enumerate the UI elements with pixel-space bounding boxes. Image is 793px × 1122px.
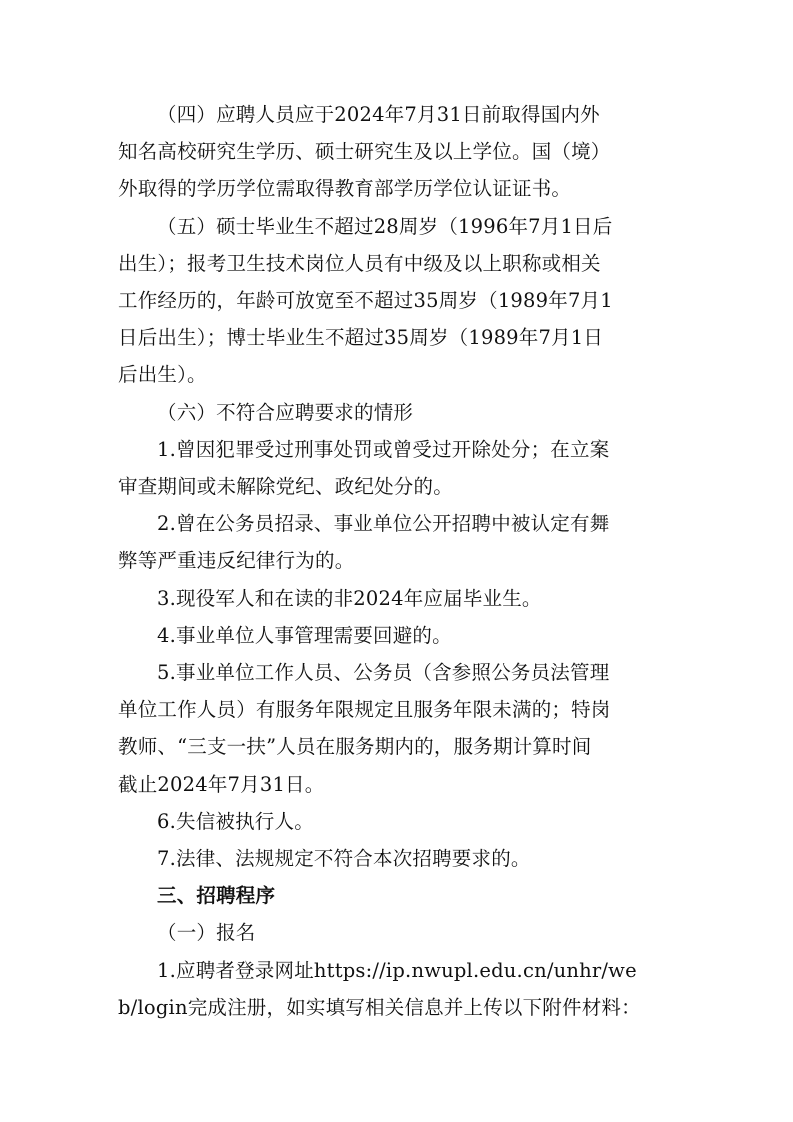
text-line: b/login完成注册，如实填写相关信息并上传以下附件材料： <box>118 995 641 1019</box>
text-line: 审查期间或未解除党纪、政纪处分的。 <box>118 475 453 499</box>
text-line: 2.曾在公务员招录、事业单位公开招聘中被认定有舞 <box>157 512 610 536</box>
paragraph <box>118 952 674 1026</box>
paragraph <box>118 654 674 803</box>
text-line: 知名高校研究生学历、硕士研究生及以上学位。国（境） <box>118 140 611 164</box>
paragraph <box>118 914 674 951</box>
text-line: （五）硕士毕业生不超过28周岁（1996年7月1日后 <box>157 214 613 238</box>
text-line: 弊等严重违反纪律行为的。 <box>118 549 355 573</box>
text-line: 3.现役军人和在读的非2024年应届毕业生。 <box>157 586 542 610</box>
text-line: 6.失信被执行人。 <box>157 809 314 833</box>
paragraph <box>118 208 674 394</box>
paragraph <box>118 96 674 208</box>
text-line: 日后出生）；博士毕业生不超过35周岁（1989年7月1日 <box>118 326 604 350</box>
text-line: （一）报名 <box>157 921 256 945</box>
text-line: 4.事业单位人事管理需要回避的。 <box>157 623 452 647</box>
text-line: （六）不符合应聘要求的情形 <box>157 400 414 424</box>
paragraph <box>118 803 674 840</box>
text-line: 7.法律、法规规定不符合本次招聘要求的。 <box>157 847 531 871</box>
text-line: 三、招聘程序 <box>157 884 276 908</box>
text-line: 后出生）。 <box>118 363 207 387</box>
text-line: 出生）；报考卫生技术岗位人员有中级及以上职称或相关 <box>118 251 601 275</box>
text-line: 工作经历的，年龄可放宽至不超过35周岁（1989年7月1 <box>118 289 613 313</box>
paragraph <box>118 505 674 579</box>
paragraph <box>118 580 674 617</box>
paragraph <box>118 394 674 431</box>
text-line: 1.曾因犯罪受过刑事处罚或曾受过开除处分；在立案 <box>157 437 610 461</box>
paragraph <box>118 617 674 654</box>
text-line: 截止2024年7月31日。 <box>118 772 325 796</box>
document-body <box>118 96 674 1026</box>
paragraph <box>118 431 674 505</box>
text-line: （四）应聘人员应于2024年7月31日前取得国内外 <box>157 103 600 126</box>
section-heading <box>118 877 674 914</box>
text-line: 单位工作人员）有服务年限规定且服务年限未满的；特岗 <box>118 698 611 722</box>
text-line: 1.应聘者登录网址https://ip.nwupl.edu.cn/unhr/we <box>157 958 637 982</box>
text-line: 外取得的学历学位需取得教育部学历学位认证证书。 <box>118 177 572 201</box>
text-line: 5.事业单位工作人员、公务员（含参照公务员法管理 <box>157 661 610 685</box>
paragraph <box>118 840 674 877</box>
text-line: 教师、“三支一扶”人员在服务期内的，服务期计算时间 <box>118 735 592 759</box>
